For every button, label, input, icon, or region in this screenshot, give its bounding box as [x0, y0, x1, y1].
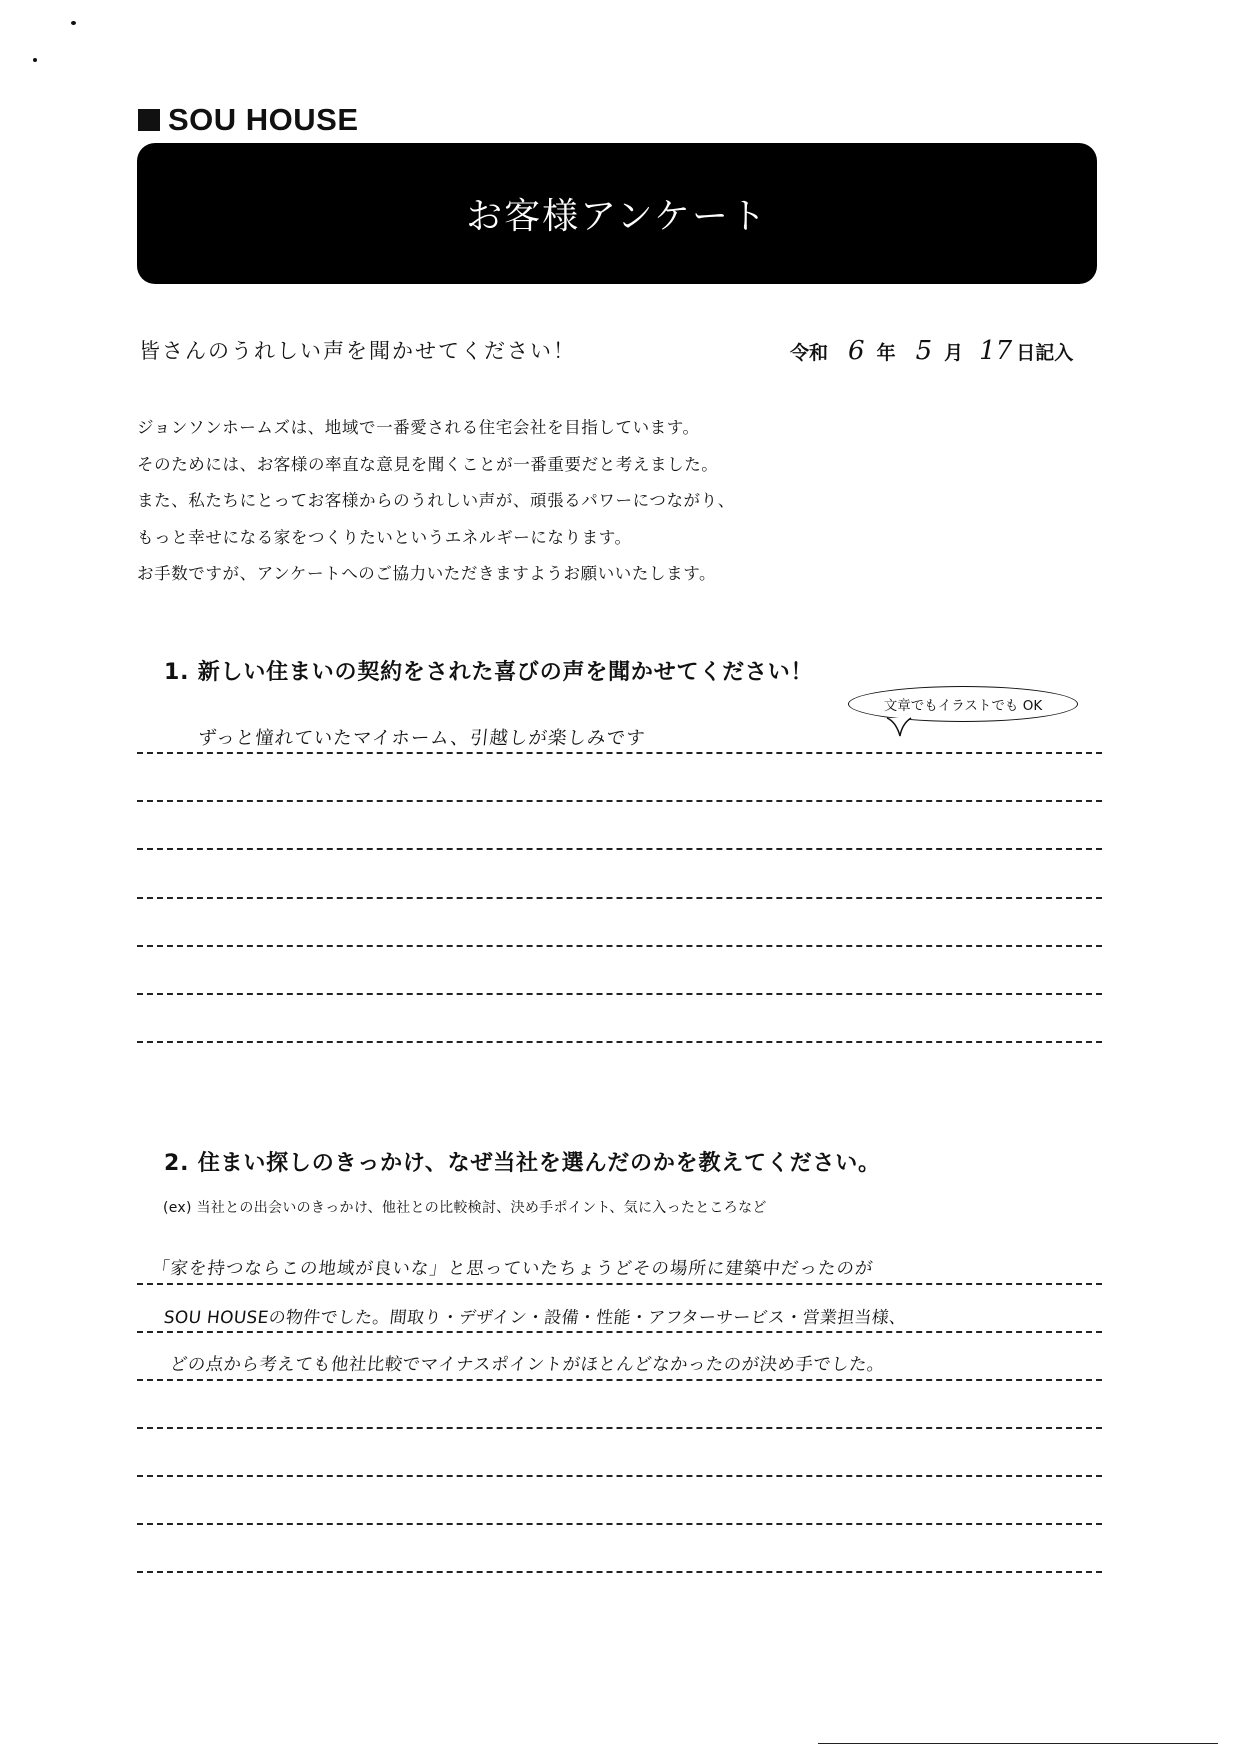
- answer-line[interactable]: [137, 1041, 1102, 1043]
- answer-line[interactable]: [137, 752, 1102, 754]
- intro-line: お手数ですが、アンケートへのご協力いただきますようお願いいたします。: [137, 564, 717, 583]
- scan-speck: [71, 21, 76, 25]
- speech-bubble-tail-icon: [886, 716, 912, 738]
- date-month-value[interactable]: 5: [915, 336, 933, 366]
- hint-speech-bubble: 文章でもイラストでも OK: [848, 686, 1078, 722]
- title-banner: [137, 143, 1097, 284]
- page-title: お客様アンケート: [466, 196, 768, 237]
- handwritten-answer[interactable]: 「家を持つならこの地域が良いな」と思っていたちょうどその場所に建築中だったのが: [149, 1255, 877, 1280]
- tagline: 皆さんのうれしい声を聞かせてください！: [139, 339, 576, 363]
- answer-line[interactable]: [137, 1427, 1102, 1429]
- answer-line[interactable]: [137, 1523, 1102, 1525]
- question-2-title: 2. 住まい探しのきっかけ、なぜ当社を選んだのかを教えてください。: [164, 1151, 881, 1176]
- answer-line[interactable]: [137, 800, 1102, 802]
- question-2-example: (ex) 当社との出会いのきっかけ、他社との比較検討、決め手ポイント、気に入ったところなど: [163, 1200, 767, 1216]
- answer-line[interactable]: [137, 993, 1102, 995]
- answer-line[interactable]: [137, 1379, 1102, 1381]
- date-day-label: 日記入: [1016, 342, 1074, 364]
- answer-line[interactable]: [137, 1331, 1102, 1333]
- brand-logo: [138, 104, 359, 136]
- brand-name: SOU HOUSE: [168, 102, 359, 137]
- entry-date: [790, 336, 1073, 366]
- handwritten-answer[interactable]: ずっと憧れていたマイホーム、引越しが楽しみです: [195, 724, 649, 750]
- intro-text: [137, 415, 735, 598]
- handwritten-answer[interactable]: SOU HOUSEの物件でした。間取り・デザイン・設備・性能・アフターサービス・営業担当様、: [161, 1303, 910, 1328]
- answer-line[interactable]: [137, 1571, 1102, 1573]
- answer-line[interactable]: [137, 945, 1102, 947]
- date-year-label: 年: [876, 342, 896, 364]
- answer-line[interactable]: [137, 897, 1102, 899]
- date-year-value[interactable]: 6: [848, 336, 865, 366]
- question-1-title: 1. 新しい住まいの契約をされた喜びの声を聞かせてください！: [164, 660, 814, 685]
- date-era: 令和: [790, 342, 829, 364]
- intro-line: そのためには、お客様の率直な意見を聞くことが一番重要だと考えました。: [137, 454, 719, 474]
- intro-line: また、私たちにとってお客様からのうれしい声が、頑張るパワーにつながり、: [137, 491, 735, 510]
- handwritten-answer[interactable]: どの点から考えても他社比較でマイナスポイントがほとんどなかったのが決め手でした。: [167, 1351, 889, 1376]
- intro-line: もっと幸せになる家をつくりたいというエネルギーになります。: [137, 527, 632, 547]
- answer-line[interactable]: [137, 848, 1102, 850]
- answer-line[interactable]: [137, 1475, 1102, 1477]
- scan-speck: [33, 58, 37, 62]
- footer-rule: [818, 1743, 1218, 1744]
- answer-line[interactable]: [137, 1283, 1102, 1285]
- date-day-value[interactable]: 17: [979, 336, 1013, 366]
- intro-line: ジョンソンホームズは、地域で一番愛される住宅会社を目指しています。: [137, 418, 700, 437]
- date-month-label: 月: [944, 342, 964, 364]
- brand-square-icon: [138, 109, 160, 131]
